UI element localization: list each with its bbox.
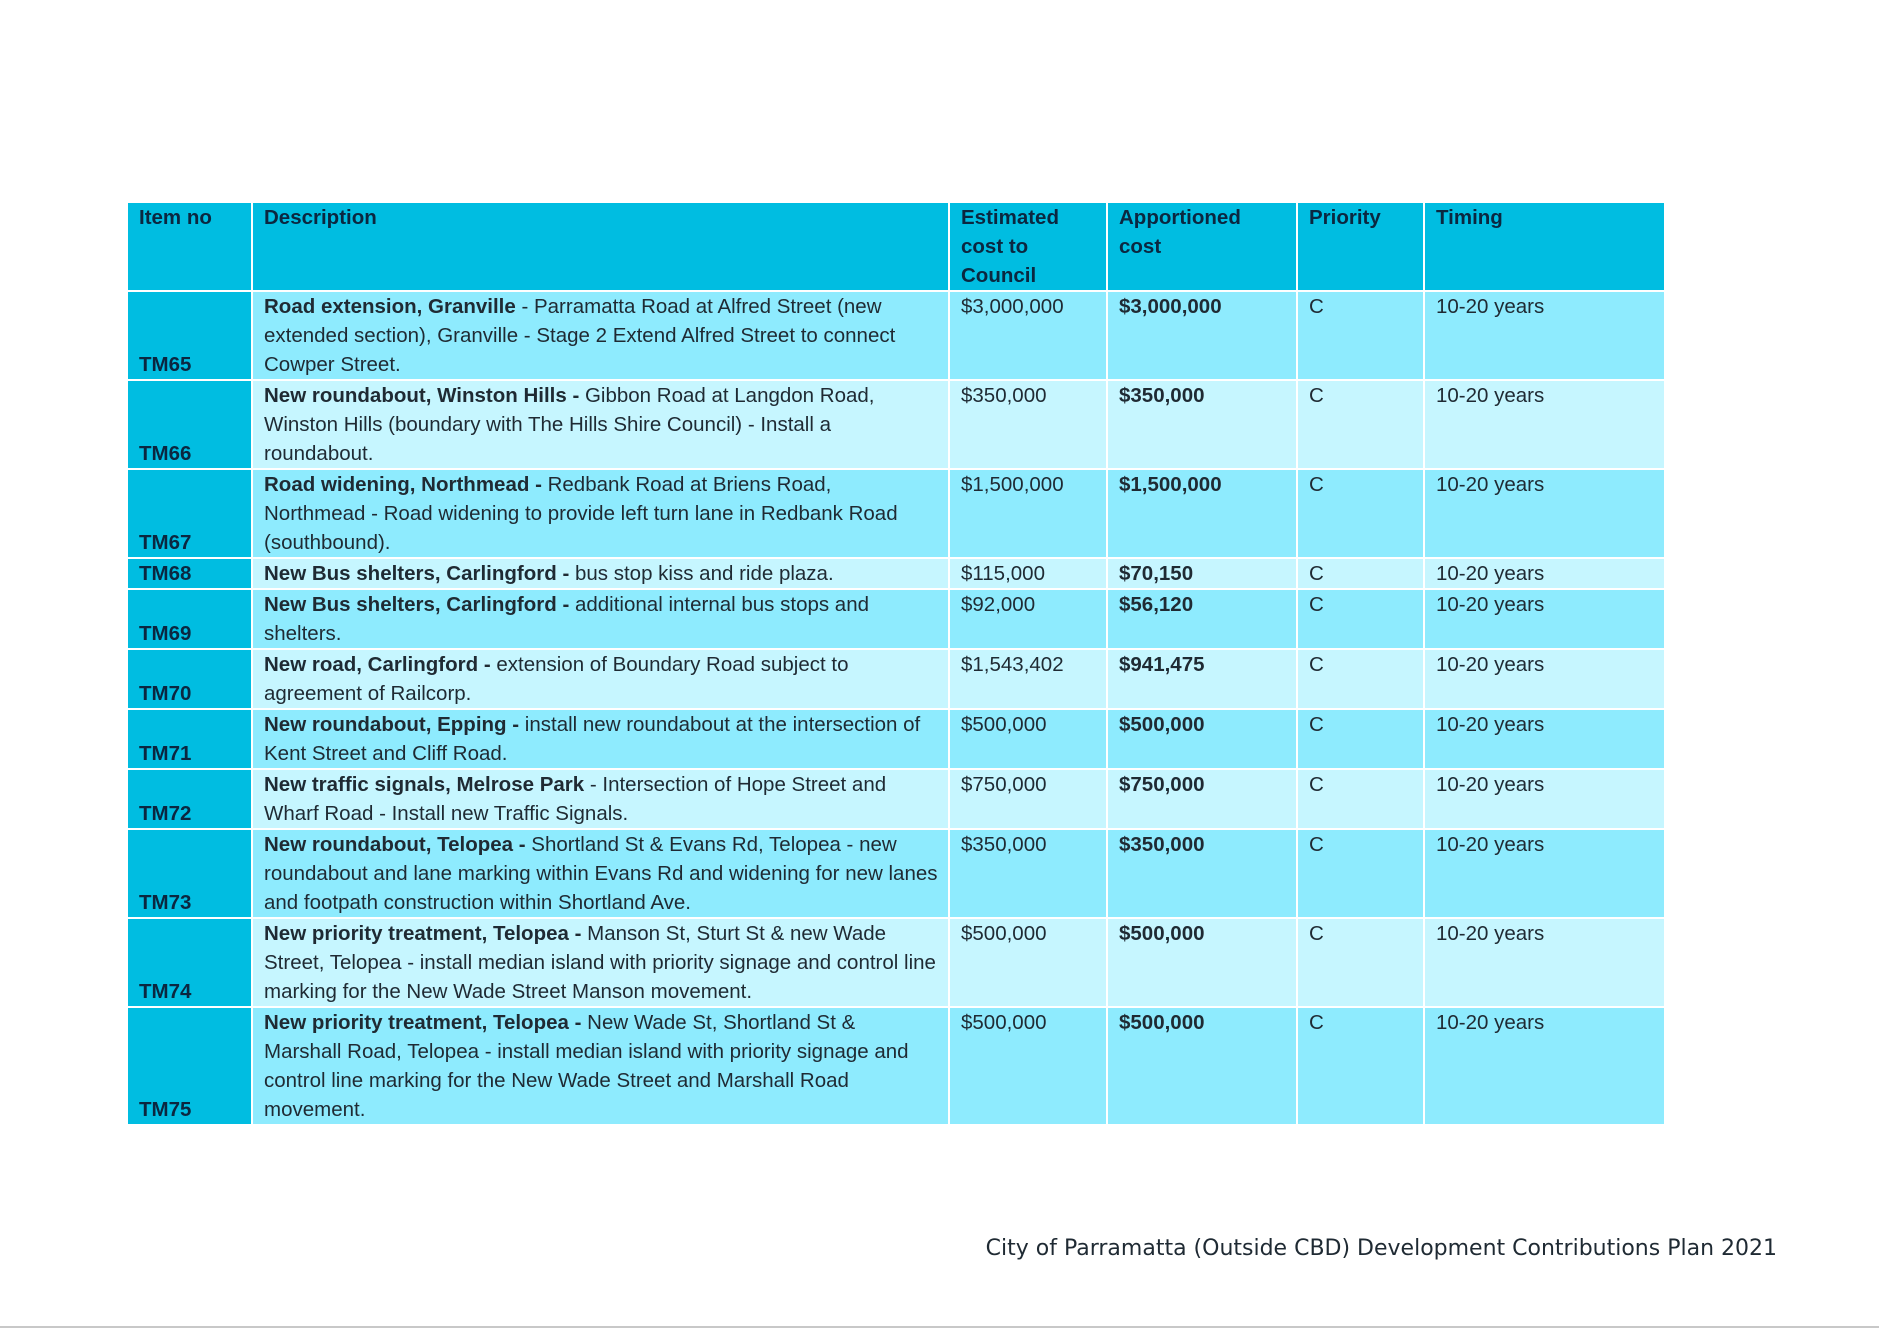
timing-cell: 10-20 years xyxy=(1424,291,1664,380)
timing-cell: 10-20 years xyxy=(1424,769,1664,829)
priority-cell: C xyxy=(1297,709,1424,769)
header-estimated-cost: Estimated cost to Council xyxy=(949,203,1107,291)
description-cell xyxy=(252,558,949,589)
priority-cell: C xyxy=(1297,469,1424,558)
description-cell xyxy=(252,769,949,829)
apportioned-cost-cell: $350,000 xyxy=(1107,380,1297,469)
table-row xyxy=(128,469,1664,558)
description-cell xyxy=(252,709,949,769)
table-row xyxy=(128,829,1664,918)
estimated-cost-cell: $500,000 xyxy=(949,709,1107,769)
description-title: New Bus shelters, Carlingford - xyxy=(264,593,570,616)
item-no-cell: TM70 xyxy=(128,649,252,709)
item-no-cell: TM67 xyxy=(128,469,252,558)
item-no-cell: TM69 xyxy=(128,589,252,649)
table-row xyxy=(128,589,1664,649)
description-cell xyxy=(252,291,949,380)
apportioned-cost-cell: $350,000 xyxy=(1107,829,1297,918)
page-footer: City of Parramatta (Outside CBD) Development Contributions Plan 2021 xyxy=(985,1236,1777,1261)
item-no-cell: TM75 xyxy=(128,1007,252,1124)
description-text: extension of Boundary Road subject to agreement of Railcorp. xyxy=(264,653,849,705)
description-cell xyxy=(252,589,949,649)
description-text: bus stop kiss and ride plaza. xyxy=(569,562,834,585)
timing-cell: 10-20 years xyxy=(1424,380,1664,469)
estimated-cost-cell: $3,000,000 xyxy=(949,291,1107,380)
description-text: install new roundabout at the intersection of Kent Street and Cliff Road. xyxy=(264,713,921,765)
description-title: New traffic signals, Melrose Park xyxy=(264,773,585,796)
timing-cell: 10-20 years xyxy=(1424,558,1664,589)
description-text: Redbank Road at Briens Road, Northmead - Road widening to provide left turn lane in Redbank Road (southbound). xyxy=(264,473,898,554)
description-text: - Intersection of Hope Street and Wharf Road - Install new Traffic Signals. xyxy=(264,773,887,825)
description-text: additional internal bus stops and shelters. xyxy=(264,593,870,645)
table-row xyxy=(128,558,1664,589)
timing-cell: 10-20 years xyxy=(1424,1007,1664,1124)
priority-cell: C xyxy=(1297,649,1424,709)
estimated-cost-cell: $750,000 xyxy=(949,769,1107,829)
description-text: Gibbon Road at Langdon Road, Winston Hills (boundary with The Hills Shire Council) - Install a roundabout. xyxy=(264,384,875,465)
description-text: Manson St, Sturt St & new Wade Street, Telopea - install median island with priority signage and control line marking for the New Wade Street Manson movement. xyxy=(264,922,936,1003)
description-text: - Parramatta Road at Alfred Street (new extended section), Granville - Stage 2 Extend Alfred Street to connect Cowper Street. xyxy=(264,295,896,376)
estimated-cost-cell: $350,000 xyxy=(949,829,1107,918)
table-row xyxy=(128,291,1664,380)
apportioned-cost-cell: $1,500,000 xyxy=(1107,469,1297,558)
description-cell xyxy=(252,1007,949,1124)
estimated-cost-cell: $115,000 xyxy=(949,558,1107,589)
table-row xyxy=(128,769,1664,829)
table-header-row xyxy=(128,203,1664,291)
apportioned-cost-cell: $3,000,000 xyxy=(1107,291,1297,380)
table-row xyxy=(128,380,1664,469)
header-priority: Priority xyxy=(1297,203,1424,291)
header-timing: Timing xyxy=(1424,203,1664,291)
table-row xyxy=(128,649,1664,709)
priority-cell: C xyxy=(1297,769,1424,829)
description-title: New roundabout, Winston Hills - xyxy=(264,384,580,407)
item-no-cell: TM71 xyxy=(128,709,252,769)
table-row xyxy=(128,709,1664,769)
page-bottom-divider xyxy=(0,1326,1879,1328)
item-no-cell: TM65 xyxy=(128,291,252,380)
priority-cell: C xyxy=(1297,380,1424,469)
estimated-cost-cell: $92,000 xyxy=(949,589,1107,649)
apportioned-cost-cell: $750,000 xyxy=(1107,769,1297,829)
estimated-cost-cell: $500,000 xyxy=(949,918,1107,1007)
table-body xyxy=(128,291,1664,1124)
timing-cell: 10-20 years xyxy=(1424,918,1664,1007)
priority-cell: C xyxy=(1297,291,1424,380)
apportioned-cost-cell: $500,000 xyxy=(1107,709,1297,769)
description-title: New priority treatment, Telopea - xyxy=(264,922,582,945)
timing-cell: 10-20 years xyxy=(1424,589,1664,649)
table-row xyxy=(128,918,1664,1007)
item-no-cell: TM66 xyxy=(128,380,252,469)
description-title: Road widening, Northmead - xyxy=(264,473,542,496)
description-title: New priority treatment, Telopea - xyxy=(264,1011,582,1034)
header-item-no: Item no xyxy=(128,203,252,291)
header-apportioned-cost: Apportioned cost xyxy=(1107,203,1297,291)
estimated-cost-cell: $1,500,000 xyxy=(949,469,1107,558)
priority-cell: C xyxy=(1297,589,1424,649)
apportioned-cost-cell: $500,000 xyxy=(1107,1007,1297,1124)
apportioned-cost-cell: $70,150 xyxy=(1107,558,1297,589)
description-text: Shortland St & Evans Rd, Telopea - new roundabout and lane marking within Evans Rd and widening for new lanes and footpath construction within Shortland Ave. xyxy=(264,833,938,914)
timing-cell: 10-20 years xyxy=(1424,469,1664,558)
item-no-cell: TM68 xyxy=(128,558,252,589)
works-schedule-table xyxy=(128,203,1664,1124)
timing-cell: 10-20 years xyxy=(1424,649,1664,709)
item-no-cell: TM73 xyxy=(128,829,252,918)
description-title: New roundabout, Telopea - xyxy=(264,833,526,856)
description-cell xyxy=(252,918,949,1007)
table-row xyxy=(128,1007,1664,1124)
description-title: New roundabout, Epping - xyxy=(264,713,520,736)
timing-cell: 10-20 years xyxy=(1424,829,1664,918)
description-text: New Wade St, Shortland St & Marshall Road, Telopea - install median island with priority signage and control line marking for the New Wade Street and Marshall Road movement. xyxy=(264,1011,909,1121)
description-title: New road, Carlingford - xyxy=(264,653,491,676)
description-cell xyxy=(252,469,949,558)
timing-cell: 10-20 years xyxy=(1424,709,1664,769)
apportioned-cost-cell: $500,000 xyxy=(1107,918,1297,1007)
priority-cell: C xyxy=(1297,829,1424,918)
priority-cell: C xyxy=(1297,918,1424,1007)
item-no-cell: TM72 xyxy=(128,769,252,829)
estimated-cost-cell: $1,543,402 xyxy=(949,649,1107,709)
header-description: Description xyxy=(252,203,949,291)
priority-cell: C xyxy=(1297,558,1424,589)
estimated-cost-cell: $500,000 xyxy=(949,1007,1107,1124)
description-title: Road extension, Granville xyxy=(264,295,516,318)
apportioned-cost-cell: $941,475 xyxy=(1107,649,1297,709)
description-title: New Bus shelters, Carlingford - xyxy=(264,562,570,585)
priority-cell: C xyxy=(1297,1007,1424,1124)
description-cell xyxy=(252,380,949,469)
apportioned-cost-cell: $56,120 xyxy=(1107,589,1297,649)
estimated-cost-cell: $350,000 xyxy=(949,380,1107,469)
item-no-cell: TM74 xyxy=(128,918,252,1007)
description-cell xyxy=(252,649,949,709)
description-cell xyxy=(252,829,949,918)
